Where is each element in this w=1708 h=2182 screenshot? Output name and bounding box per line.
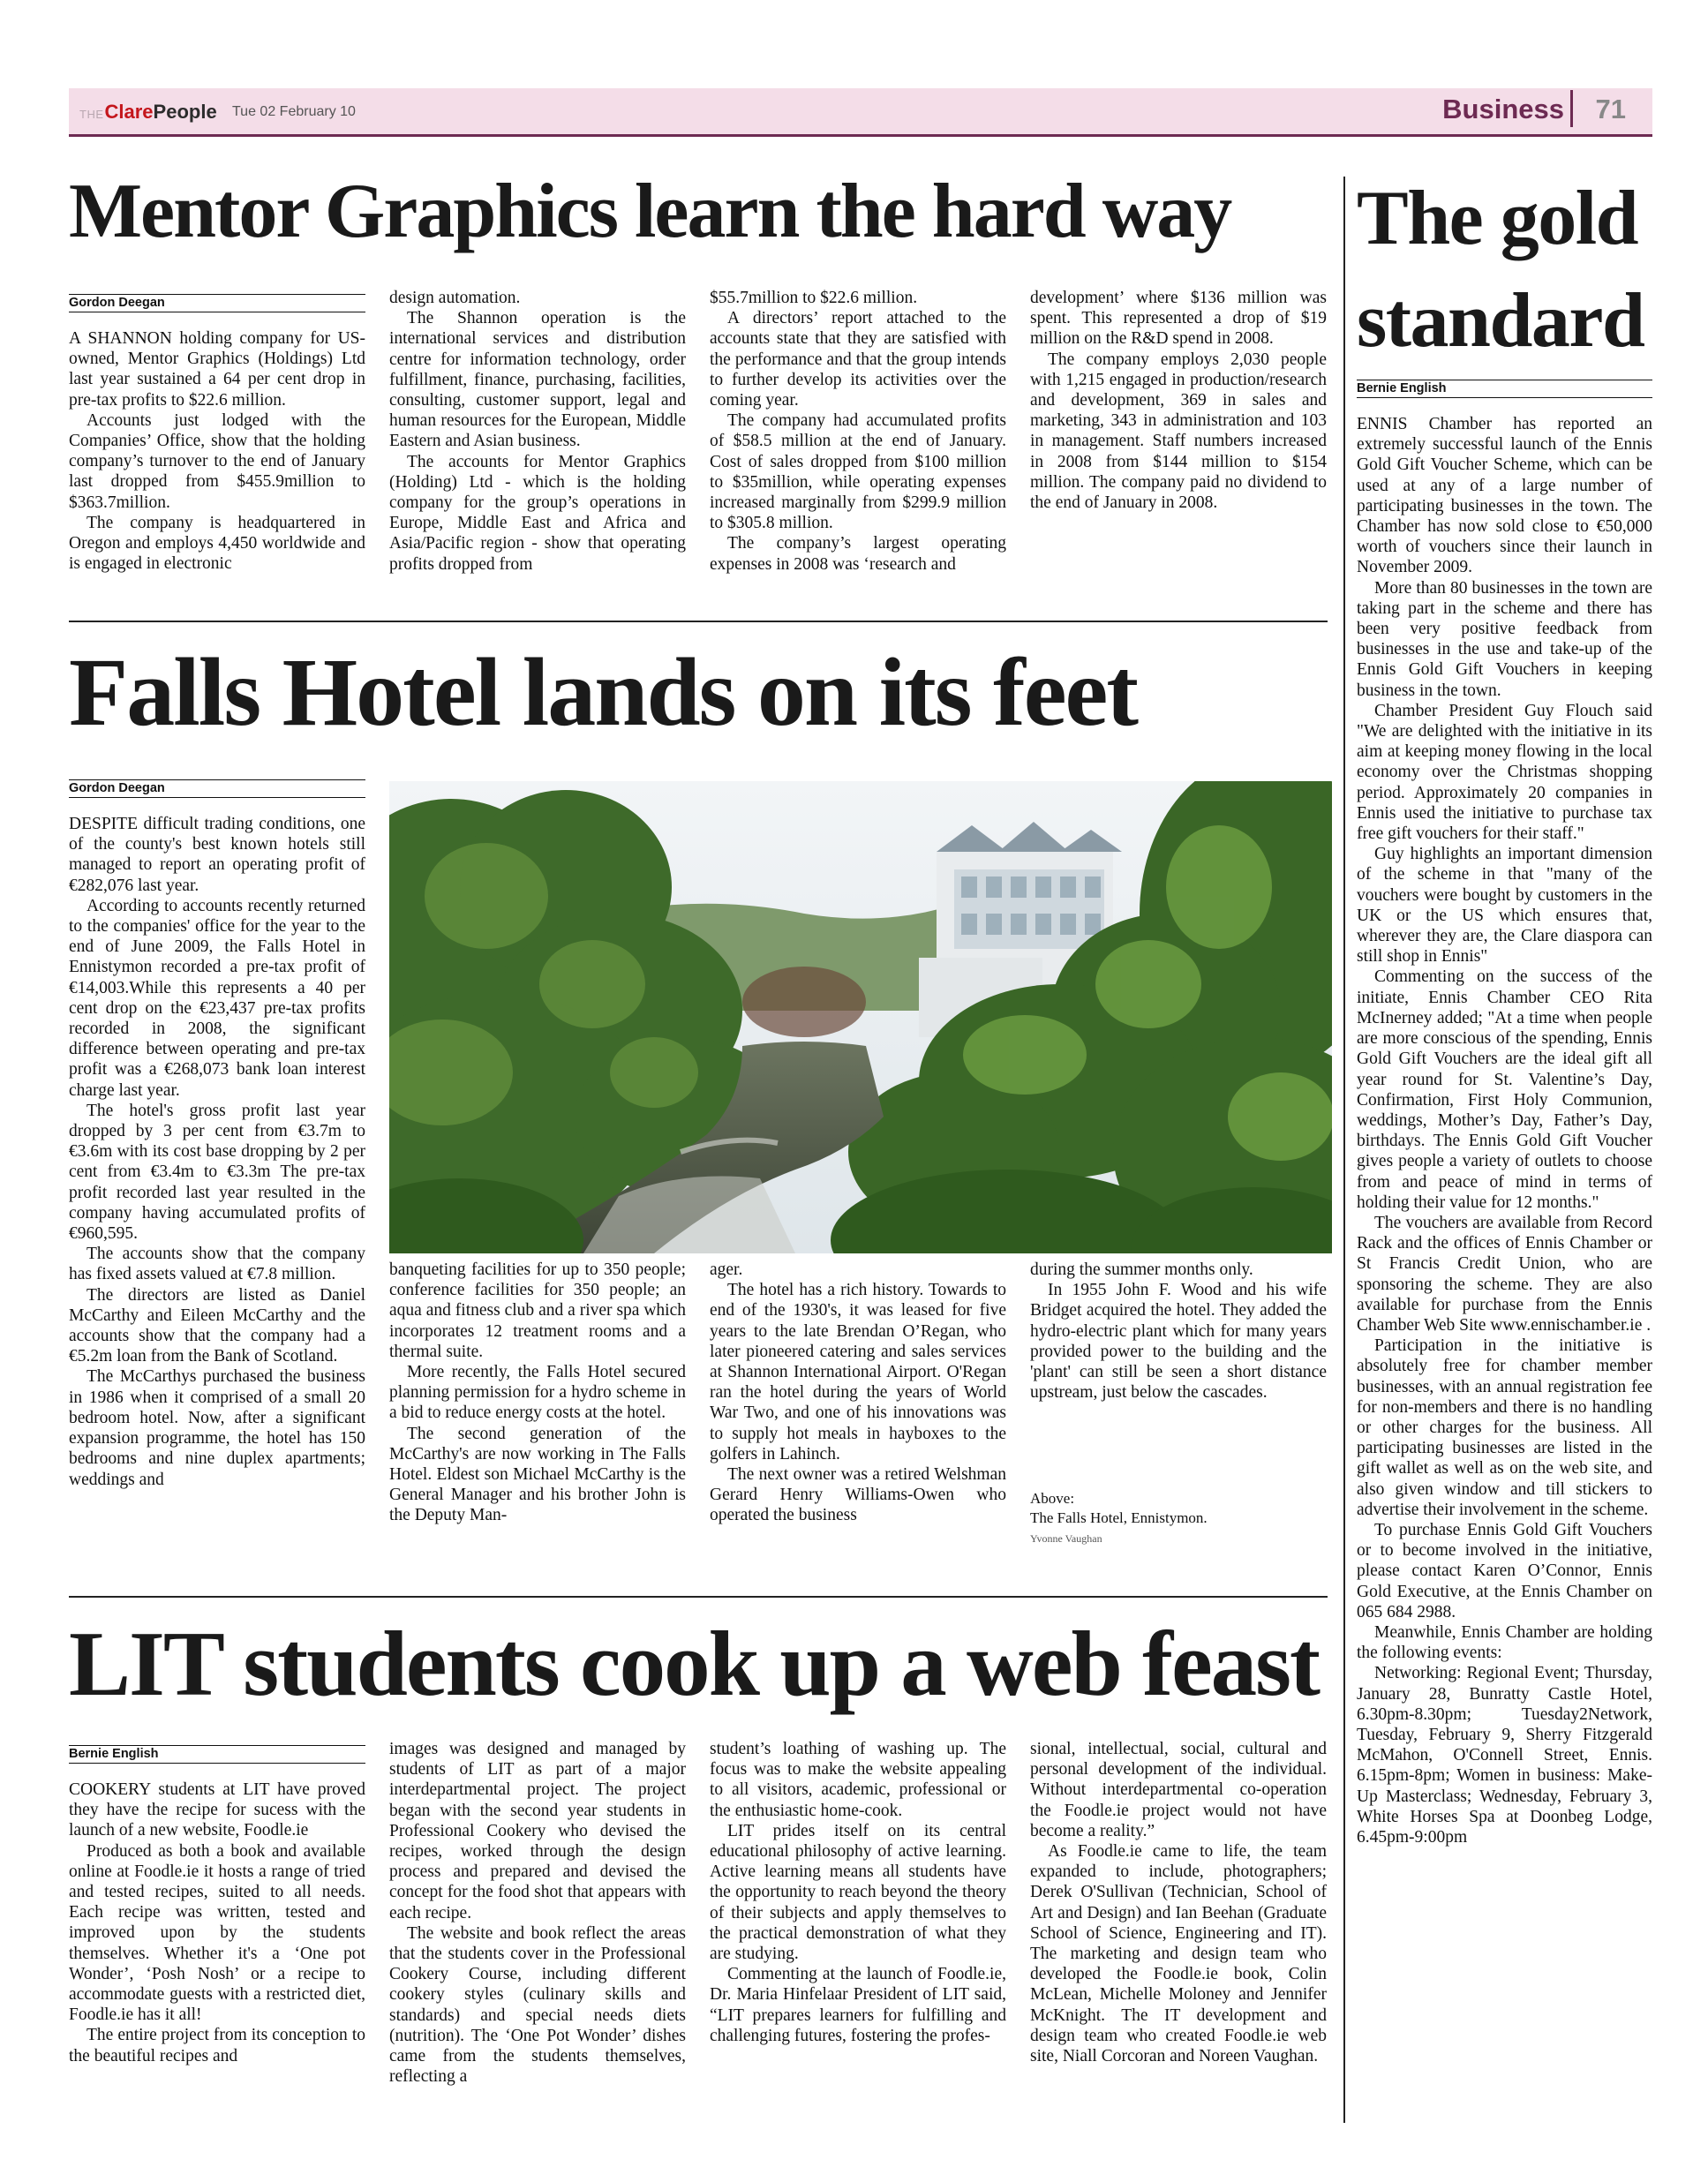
masthead-divider bbox=[1570, 90, 1573, 127]
paragraph: images was designed and managed by students of LIT as part of a major interdepartmental project. The project began with the second year students in Professional Cookery who devised the recipes, worked through the design process and prepared and devised the concept for the food shot that appears with each recipe. bbox=[389, 1740, 686, 1922]
article-column bbox=[1030, 1739, 1327, 2066]
article-column bbox=[710, 288, 1006, 575]
caption-label: Above: bbox=[1030, 1490, 1075, 1507]
paragraph: sional, intellectual, social, cultural and personal development of the individual. Without interdepartmental co-operation the Foodle.ie project would not have become a reality.” bbox=[1030, 1740, 1327, 1840]
paragraph: A directors’ report attached to the accounts state that they are satisfied with the performance and that the group intends to further develop its activities over the coming year. bbox=[710, 309, 1006, 410]
issue-date: Tue 02 February 10 bbox=[232, 104, 356, 119]
paragraph: In 1955 John F. Wood and his wife Bridget acquired the hotel. They added the hydro-electric plant which for many years provided power to the building and the 'plant' can still be seen a short distance upstream, just below the cascades. bbox=[1030, 1281, 1327, 1403]
paragraph: A SHANNON holding company for US-owned, Mentor Graphics (Holdings) Ltd last year sustained a 64 per cent drop in pre-tax profits to $22.6 million. bbox=[69, 329, 365, 410]
article-column bbox=[1030, 288, 1327, 513]
article-column bbox=[1030, 1260, 1327, 1403]
paragraph: The second generation of the McCarthy's are now working in The Falls Hotel. Eldest son Michael McCarthy is the General Manager and his brother John is the Deputy Man- bbox=[389, 1424, 686, 1525]
paragraph: Chamber President Guy Flouch said "We are delighted with the initiative in its aim at keeping money flowing in the local economy over the Christmas shopping period. Approximately 20 companies in Ennis used the initiative to purchase tax free gift vouchers for their staff." bbox=[1357, 701, 1652, 844]
photo-illustration bbox=[389, 781, 1332, 1253]
paragraph: More than 80 businesses in the town are taking part in the scheme and there has been very positive feedback from businesses in the use and take-up of the Ennis Gold Gift Vouchers in keeping business in the town. bbox=[1357, 578, 1652, 700]
paragraph: Participation in the initiative is absolutely free for chamber member businesses, with an annual registration fee for non-members and there is no handling or other charges for the business. All participating businesses are listed in the gift wallet as well as on the web site, and also given window and till stickers to advertise their involvement in the scheme. bbox=[1357, 1336, 1652, 1519]
article-column bbox=[69, 328, 365, 574]
headline-falls-hotel: Falls Hotel lands on its feet bbox=[69, 638, 1138, 746]
headline-line: standard bbox=[1357, 278, 1644, 364]
paragraph: The website and book reflect the areas that the students cover in the Professional Cookery Course, including different cookery styles (culinary skills and standards) and special needs diets (nutrition). The ‘One Pot Wonder’ dishes came from the students themselves, reflecting a bbox=[389, 1923, 686, 2087]
paragraph: The company is headquartered in Oregon and employs 4,450 worldwide and is engaged in electronic bbox=[69, 513, 365, 574]
paragraph: The company’s largest operating expenses in 2008 was ‘research and bbox=[710, 534, 1006, 574]
byline: Bernie English bbox=[69, 1745, 365, 1764]
paragraph: Commenting at the launch of Foodle.ie, Dr. Maria Hinfelaar President of LIT said, “LIT prepares learners for fulfilling and challenging futures, fostering the profes- bbox=[710, 1965, 1006, 2045]
paragraph: The next owner was a retired Welshman Gerard Henry Williams-Owen who operated the business bbox=[710, 1465, 1006, 1525]
article-column bbox=[69, 1779, 365, 2066]
article-column bbox=[389, 288, 686, 575]
paragraph: The company employs 2,030 people with 1,215 engaged in production/research and development, 369 in sales and marketing, 343 in administration and 103 in management. Staff numbers increased in 2008 from $144 million to $154 million. The company paid no dividend to the end of January in 2008. bbox=[1030, 350, 1327, 513]
page-number: 71 bbox=[1595, 94, 1626, 124]
byline: Gordon Deegan bbox=[69, 779, 365, 798]
falls-hotel-photo bbox=[389, 781, 1332, 1253]
paragraph: Guy highlights an important dimension of the scheme in that "many of the vouchers were bought by customers in the UK or the US which ensures that, wherever they are, the Clare diaspora can still shop in Ennis" bbox=[1357, 845, 1652, 967]
paragraph: LIT prides itself on its central educational philosophy of active learning. Active learning means all students have the opportunity to reach beyond the theory of their subjects and apply themselves to the practical demonstration of what they are studying. bbox=[710, 1821, 1006, 1964]
photo-caption bbox=[1030, 1489, 1327, 1548]
paragraph: The McCarthys purchased the business in 1986 when it comprised of a small 20 bedroom hotel. Now, after a significant expansion programme, the hotel has 150 bedrooms and nine duplex apartments; weddings and bbox=[69, 1367, 365, 1489]
paragraph: Commenting on the success of the initiate, Ennis Chamber CEO Rita McInerney added; "At a time when people are more conscious of the spending, Ennis Gold Gift Vouchers are the ideal gift all year round for St. Valentine’s Day, Confirmation, First Holy Communion, weddings, Mother’s Day, Father’s Day, birthdays. The Ennis Gold Gift Voucher gives people a variety of outlets to choose from and peace of mind in terms of holding their value for 12 months." bbox=[1357, 967, 1652, 1212]
vertical-divider bbox=[1343, 177, 1345, 2123]
paragraph: Networking: Regional Event; Thursday, January 28, Bunratty Castle Hotel, 6.30pm-8.30pm; Tuesday2Network, Tuesday, February 9, Sherry Fitzgerald McMahon, O'Connell Street, Ennis. 6.15pm-8pm; Women in business: Make-Up Masterclass; Wednesday, February 3, White Horses Spa at Doonbeg Lodge, 6.45pm-9:00pm bbox=[1357, 1664, 1652, 1847]
paragraph: According to accounts recently returned to the companies' office for the year to the end of June 2009, the Falls Hotel in Ennistymon recorded a pre-tax profit of €14,003.While this represents a 40 per cent drop on the €23,437 pre-tax profits recorded in 2008, the significant difference between operating and pre-tax profit was a €268,073 bank loan interest charge last year. bbox=[69, 896, 365, 1100]
paragraph: during the summer months only. bbox=[1030, 1260, 1253, 1279]
headline-gold-standard bbox=[1357, 168, 1644, 372]
masthead bbox=[69, 88, 1652, 137]
paragraph: COOKERY students at LIT have proved they have the recipe for sucess with the launch of a new website, Foodle.ie bbox=[69, 1780, 365, 1840]
byline: Gordon Deegan bbox=[69, 294, 365, 312]
paragraph: design automation. bbox=[389, 289, 521, 307]
paragraph: Accounts just lodged with the Companies’ Office, show that the holding company’s turnover to the end of January last dropped from $455.9million to $363.7million. bbox=[69, 410, 365, 512]
paragraph: More recently, the Falls Hotel secured planning permission for a hydro scheme in a bid to reduce energy costs at the hotel. bbox=[389, 1363, 686, 1423]
paragraph: The vouchers are available from Record Rack and the offices of Ennis Chamber or St Francis Credit Union, who are sponsoring the scheme. They are also available for purchase from the Ennis Chamber Web Site www.ennischamber.ie . bbox=[1357, 1213, 1652, 1335]
paragraph: The company had accumulated profits of $58.5 million at the end of January. Cost of sales dropped from $100 million to $35million, while operating expenses increased marginally from $299.9 million to $305.8 million. bbox=[710, 411, 1006, 533]
section-divider bbox=[69, 621, 1328, 622]
paragraph: banqueting facilities for up to 350 people; conference facilities for 350 people; an aqua and fitness club and a river spa which incorporates 12 treatment rooms and a thermal suite. bbox=[389, 1260, 686, 1361]
paragraph: The accounts for Mentor Graphics (Holding) Ltd - which is the holding company for the group’s operations in Europe, Middle East and Africa and Asia/Pacific region - show that operating profits dropped from bbox=[389, 452, 686, 574]
paragraph: The hotel has a rich history. Towards to end of the 1930's, it was leased for five years to the late Brendan O’Regan, who later pioneered catering and sales services at Shannon International Airport. O'Regan ran the hotel during the years of World War Two, and one of his innovations was to supply hot meals in hayboxes to the golfers in Lahinch. bbox=[710, 1281, 1006, 1463]
headline-line: The gold bbox=[1357, 176, 1638, 261]
headline-lit-students: LIT students cook up a web feast bbox=[69, 1612, 1319, 1715]
headline-mentor-graphics: Mentor Graphics learn the hard way bbox=[69, 169, 1231, 254]
article-column bbox=[1357, 414, 1652, 1847]
article-column bbox=[69, 814, 365, 1490]
caption-text: The Falls Hotel, Ennistymon. bbox=[1030, 1509, 1208, 1526]
paragraph: The directors are listed as Daniel McCarthy and Eileen McCarthy and the accounts show that the company had a €5.2m loan from the Bank of Scotland. bbox=[69, 1285, 365, 1366]
newspaper-logo: THEClarePeople bbox=[79, 101, 217, 123]
paragraph: ENNIS Chamber has reported an extremely successful launch of the Ennis Gold Gift Voucher Scheme, which can be used at any of a large number of participating businesses in the town. The Chamber has now sold close to €50,000 worth of vouchers since their launch in November 2009. bbox=[1357, 415, 1652, 577]
paragraph: Produced as both a book and available online at Foodle.ie it hosts a range of tried and tested recipes, suited to all needs. Each recipe was written, tested and improved upon by the students themselves. Whether it's a ‘One pot Wonder’, ‘Posh Nosh’ or a recipe to accommodate guests with a restricted diet, Foodle.ie has it all! bbox=[69, 1841, 365, 2025]
section-label: Business bbox=[1442, 94, 1564, 124]
paragraph: The accounts show that the company has fixed assets valued at €7.8 million. bbox=[69, 1245, 365, 1284]
article-column bbox=[389, 1739, 686, 2087]
paragraph: The hotel's gross profit last year dropped by 3 per cent from €3.7m to €3.6m with its cost base dropping by 2 per cent from €3.4m to €3.3m The pre-tax profit recorded last year resulted in the company having accumulated profits of €960,595. bbox=[69, 1101, 365, 1244]
paragraph: ager. bbox=[710, 1260, 743, 1279]
paragraph: As Foodle.ie came to life, the team expanded to include, photographers; Derek O'Sullivan (Technician, School of Art and Design) and Ian Beehan (Graduate School of Science, Engineering and IT). The marketing and design team who developed the Foodle.ie book, Colin McLean, Michelle Moloney and Jennifer McKnight. The IT development and design team who created Foodle.ie web site, Niall Corcoran and Noreen Vaughan. bbox=[1030, 1842, 1327, 2066]
article-column bbox=[710, 1260, 1006, 1526]
paragraph: development’ where $136 million was spent. This represented a drop of $19 million on the R&D spend in 2008. bbox=[1030, 289, 1327, 349]
paragraph: The Shannon operation is the international services and distribution centre for information technology, order fulfillment, finance, purchasing, facilities, consulting, customer support, legal and human resources for the European, Middle Eastern and Asian business. bbox=[389, 309, 686, 451]
paragraph: Meanwhile, Ennis Chamber are holding the following events: bbox=[1357, 1622, 1652, 1663]
paragraph: student’s loathing of washing up. The focus was to make the website appealing to all visitors, academic, professional or the enthusiastic home-cook. bbox=[710, 1740, 1006, 1820]
paragraph: The entire project from its conception to the beautiful recipes and bbox=[69, 2026, 365, 2065]
article-column bbox=[710, 1739, 1006, 2046]
paragraph: DESPITE difficult trading conditions, one of the county's best known hotels still managed to report an operating profit of €282,076 last year. bbox=[69, 815, 365, 895]
photo-credit: Yvonne Vaughan bbox=[1030, 1532, 1102, 1545]
byline: Bernie English bbox=[1357, 380, 1652, 398]
paragraph: To purchase Ennis Gold Gift Vouchers or to become involved in the initiative, please contact Karen O’Connor, Ennis Gold Executive, at the Ennis Chamber on 065 684 2988. bbox=[1357, 1520, 1652, 1621]
article-column bbox=[389, 1260, 686, 1526]
section-divider bbox=[69, 1596, 1328, 1598]
paragraph: $55.7million to $22.6 million. bbox=[710, 289, 918, 307]
